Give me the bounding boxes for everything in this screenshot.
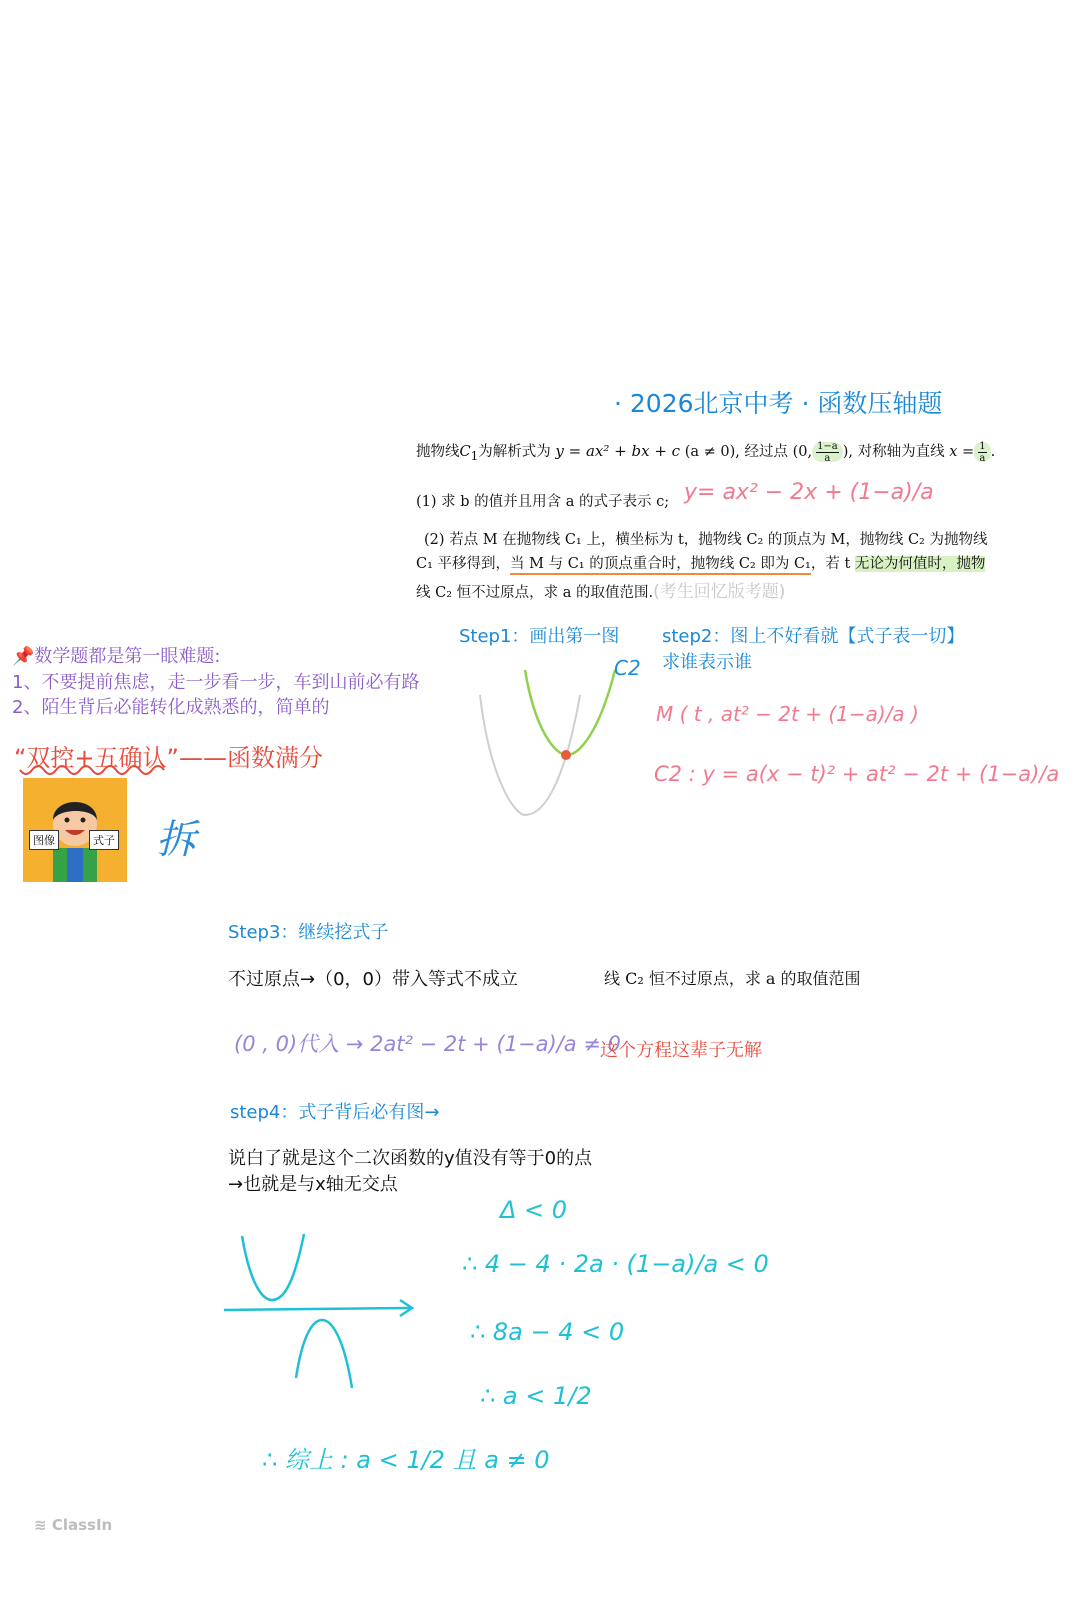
handwritten-chai: 拆 [156, 817, 196, 863]
step3-note: 这个方程这辈子无解 [600, 1040, 762, 1061]
x-axis [224, 1308, 410, 1310]
tips-heading: 📌数学题都是第一眼难题: [12, 646, 221, 667]
handwritten-c2-equation: C2 : y = a(x − t)² + at² − 2t + (1−a)/a [654, 762, 1060, 786]
step1-heading: Step1：画出第一图 [459, 626, 620, 647]
step3-heading: Step3：继续挖式子 [228, 922, 389, 943]
slogan-wavy-underline [18, 764, 168, 778]
step2-heading: step2：图上不好看就【式子表一切】 [662, 626, 965, 647]
tip-1: 1、不要提前焦虑，走一步看一步，车到山前必有路 [12, 672, 420, 693]
step4-line-1: 说白了就是这个二次函数的y值没有等于0的点 [228, 1148, 593, 1169]
classin-icon: ≋ [34, 1516, 47, 1534]
problem-part-2-line-2: C₁ 平移得到，当 M 与 C₁ 的顶点重合时，抛物线 C₂ 即为 C₁，若 t 无论为何值时，抛物 [416, 552, 1036, 573]
step3-quote: 线 C₂ 恒不过原点，求 a 的取值范围 [604, 969, 861, 988]
handwritten-final: ∴ 综上 : a < 1/2 且 a ≠ 0 [262, 1446, 550, 1474]
tip-2: 2、陌生背后必能转化成熟悉的，简单的 [12, 697, 330, 718]
sticker-label-left: 图像 [29, 830, 59, 850]
upward-parabola [242, 1234, 304, 1300]
page-title: · 2026北京中考 · 函数压轴题 [614, 389, 943, 418]
slogan: “双控+五确认”——函数满分 [14, 744, 323, 772]
sticker-illustration [23, 778, 127, 882]
step4-line-2: →也就是与x轴无交点 [228, 1174, 398, 1195]
downward-parabola [296, 1320, 352, 1388]
brand-logo: ≋ ClassIn [34, 1516, 113, 1534]
handwritten-answer-1: y= ax² − 2x + (1−a)/a [684, 480, 934, 505]
pin-icon: 📌 [12, 646, 35, 667]
no-intersection-sketch [220, 1228, 420, 1393]
vertex-point [561, 750, 571, 760]
sticker-label-right: 式子 [89, 830, 119, 850]
c2-label: C2 [614, 656, 641, 680]
handwritten-derivation-1: ∴ 4 − 4 · 2a · (1−a)/a < 0 [462, 1250, 769, 1278]
step2-subheading: 求谁表示谁 [662, 652, 752, 673]
handwritten-derivation-3: ∴ a < 1/2 [480, 1382, 592, 1410]
step3-text: 不过原点→（0，0）带入等式不成立 [228, 969, 518, 990]
step4-heading: step4：式子背后必有图→ [230, 1102, 440, 1123]
problem-part-1: (1) 求 b 的值并且用含 a 的式子表示 c; [416, 494, 670, 510]
problem-part-2-line-1: (2) 若点 M 在抛物线 C₁ 上，横坐标为 t，抛物线 C₂ 的顶点为 M，抛物线 C₂ 为抛物线 [424, 532, 988, 548]
handwritten-substitution: (0 , 0)代入 → 2at² − 2t + (1−a)/a ≠ 0 [234, 1032, 621, 1056]
handwritten-delta: Δ < 0 [500, 1196, 568, 1224]
problem-line-1: 抛物线$C_1$为解析式为 y = ax² + bx + c (a ≠ 0), 经过点 (0, $\frac{1-a}{a}$ ), 对称轴为直线 x = $\frac{1}{a}$ . [416, 440, 996, 464]
problem-part-2-line-3: 线 C₂ 恒不过原点，求 a 的取值范围.(考生回忆版考题) [416, 582, 786, 602]
handwritten-derivation-2: ∴ 8a − 4 < 0 [470, 1318, 625, 1346]
handwritten-m-point: M ( t , at² − 2t + (1−a)/a ) [656, 702, 919, 726]
